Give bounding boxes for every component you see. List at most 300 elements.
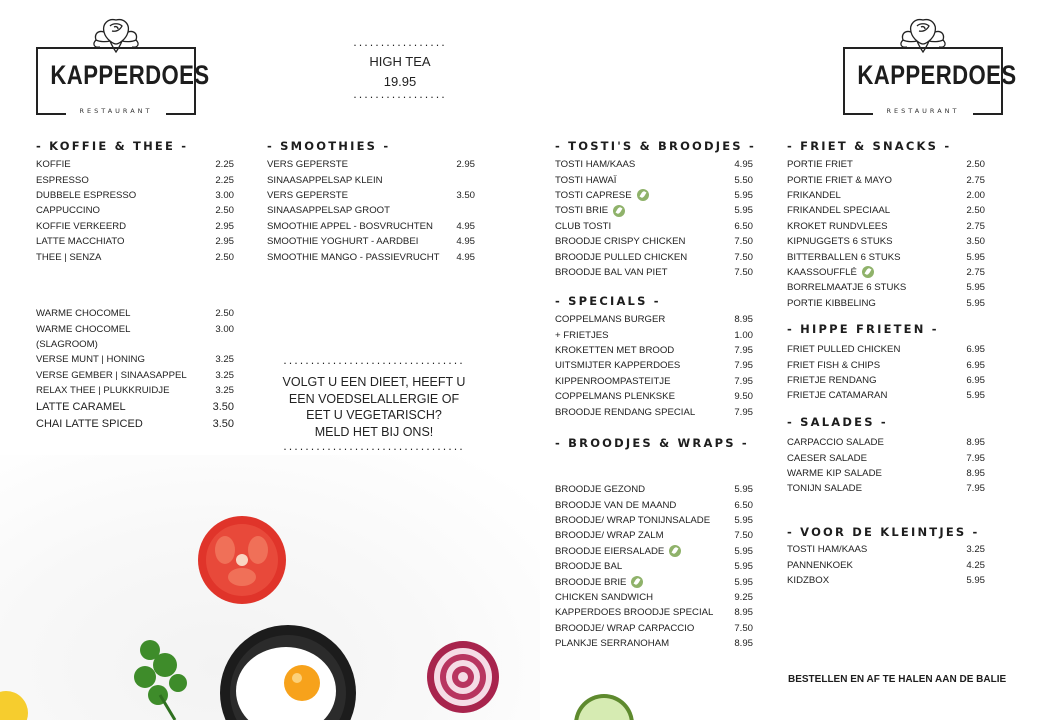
section-title-friet: - FRIET & SNACKS -	[787, 139, 952, 153]
menu-item-name	[787, 360, 880, 371]
menu-item	[787, 172, 985, 187]
cucumber-slice	[560, 680, 640, 720]
menu-item	[555, 559, 753, 574]
menu-item	[787, 435, 985, 450]
menu-item-name	[36, 339, 98, 350]
smoothies-list	[267, 157, 475, 265]
menu-item-label: CLUB TOSTI	[555, 220, 612, 232]
menu-item-label: PORTIE FRIET	[787, 159, 853, 171]
menu-item-price: 9.50	[734, 391, 753, 403]
lemon-icon	[0, 691, 28, 720]
menu-item-label: WARME CHOCOMEL	[36, 308, 131, 320]
menu-item	[555, 327, 753, 342]
menu-item-price: 5.50	[734, 174, 753, 186]
menu-item	[267, 249, 475, 264]
menu-item-name	[36, 308, 131, 319]
menu-item	[787, 481, 985, 496]
high-tea-label: HIGH TEA	[369, 54, 431, 69]
menu-item-name	[555, 205, 625, 217]
notice-line: MELD HET BIJ ONS!	[314, 424, 434, 439]
menu-item	[267, 188, 475, 203]
menu-item-price: 7.95	[734, 406, 753, 418]
menu-item-price: 6.50	[734, 220, 753, 232]
section-title-salades: - SALADES -	[787, 415, 888, 429]
menu-item-name	[555, 638, 669, 649]
menu-item-label: CHAI LATTE SPICED	[36, 417, 143, 430]
menu-item	[555, 343, 753, 358]
menu-item	[787, 280, 985, 295]
menu-item-name	[555, 159, 635, 170]
menu-item	[555, 203, 753, 218]
menu-item	[555, 404, 753, 419]
menu-item-price: 2.25	[215, 159, 234, 171]
menu-item	[267, 172, 475, 187]
menu-item-label: BROODJE/ WRAP TONIJNSALADE	[555, 514, 711, 526]
menu-item-name	[555, 607, 713, 618]
tosti-list	[555, 157, 753, 280]
menu-item	[555, 312, 753, 327]
menu-item-price: 6.95	[966, 359, 985, 371]
menu-item-price: 3.00	[215, 189, 234, 201]
menu-item-label: FRIKANDEL SPECIAAL	[787, 205, 891, 217]
menu-item	[787, 157, 985, 172]
menu-item	[555, 234, 753, 249]
menu-item-price: 6.50	[734, 499, 753, 511]
vegetarian-leaf-icon	[631, 576, 643, 588]
menu-item-label: BROODJE PULLED CHICKEN	[555, 251, 688, 263]
menu-item-label: SMOOTHIE MANGO - PASSIEVRUCHT	[267, 251, 440, 263]
dotted-divider: ·················	[353, 94, 447, 102]
menu-item-name	[787, 159, 853, 170]
menu-item	[787, 573, 985, 588]
menu-item-label: LATTE CARAMEL	[36, 400, 126, 413]
menu-item-label: SINAASAPPELSAP GROOT	[267, 205, 390, 217]
menu-item-price: 2.95	[215, 236, 234, 248]
menu-item-label: PORTIE FRIET & MAYO	[787, 174, 893, 186]
menu-item	[787, 188, 985, 203]
menu-item	[36, 306, 234, 321]
menu-item-name	[36, 221, 126, 232]
menu-item-price: 8.95	[734, 638, 753, 650]
menu-item-label: RELAX THEE | PLUKKRUIDJE	[36, 385, 170, 397]
menu-item-name	[267, 236, 418, 247]
menu-item-name	[787, 221, 888, 232]
menu-item-name	[787, 468, 882, 479]
menu-item-price: 3.25	[215, 385, 234, 397]
brand-logo-left	[36, 14, 210, 118]
section-title-specials: - SPECIALS -	[555, 294, 661, 308]
menu-item-label: KROKETTEN MET BROOD	[555, 344, 675, 356]
menu-item-label: WARME CHOCOMEL	[36, 323, 131, 335]
menu-item	[267, 157, 475, 172]
menu-item-price: 8.95	[966, 467, 985, 479]
menu-item-name	[787, 190, 841, 201]
broodjes-list	[555, 482, 753, 651]
brand-logo-right	[843, 14, 1017, 118]
menu-item	[787, 234, 985, 249]
menu-item	[787, 542, 985, 557]
dietary-notice	[264, 354, 484, 460]
menu-item-name	[36, 354, 145, 365]
menu-item	[555, 265, 753, 280]
menu-item	[36, 249, 234, 264]
brand-subtitle: RESTAURANT	[66, 107, 166, 115]
menu-item-name	[787, 390, 887, 401]
menu-item	[36, 234, 234, 249]
menu-item-label: FRIKANDEL	[787, 189, 841, 201]
menu-item-name	[787, 453, 867, 464]
friet-list	[787, 157, 985, 311]
dotted-divider: ·································	[283, 360, 465, 368]
menu-item	[787, 219, 985, 234]
menu-item-name	[267, 221, 433, 232]
menu-item-name	[787, 298, 876, 309]
menu-item-price: 5.95	[734, 514, 753, 526]
menu-item-label: VERSE MUNT | HONING	[36, 354, 145, 366]
menu-item-label: BROODJE GEZOND	[555, 484, 646, 496]
menu-item-label: KIPNUGGETS 6 STUKS	[787, 236, 893, 248]
menu-item-price: 2.95	[215, 220, 234, 232]
dotted-divider: ·································	[283, 446, 465, 454]
menu-item	[555, 389, 753, 404]
menu-item-price: 7.50	[734, 251, 753, 263]
menu-item	[36, 157, 234, 172]
menu-item-price: 9.25	[734, 591, 753, 603]
menu-item-label: KOFFIE VERKEERD	[36, 220, 127, 232]
menu-item-price: 5.95	[734, 205, 753, 217]
menu-item	[555, 374, 753, 389]
menu-item-label: BROODJE CRISPY CHICKEN	[555, 236, 686, 248]
menu-item-label: TONIJN SALADE	[787, 483, 862, 495]
menu-item-price: 5.95	[734, 561, 753, 573]
menu-item-label: KROKET RUNDVLEES	[787, 220, 888, 232]
menu-item-label: (SLAGROOM)	[36, 338, 98, 350]
section-title-koffie: - KOFFIE & THEE -	[36, 139, 189, 153]
menu-item-label: TOSTI HAWAÏ	[555, 174, 617, 186]
menu-item-name	[787, 282, 906, 293]
menu-item-name	[36, 401, 126, 413]
menu-item-label: PORTIE KIBBELING	[787, 297, 876, 309]
menu-item-price: 2.95	[456, 159, 475, 171]
menu-item-price: 2.50	[215, 308, 234, 320]
menu-item-price: 5.95	[734, 576, 753, 588]
menu-item-label: TOSTI HAM/KAAS	[787, 544, 868, 556]
menu-item-label: CARPACCIO SALADE	[787, 437, 884, 449]
menu-item-name	[555, 545, 681, 557]
tomato-icon	[198, 516, 286, 604]
menu-item-label: WARME KIP SALADE	[787, 467, 882, 479]
parsley-icon	[134, 640, 187, 720]
menu-item	[555, 219, 753, 234]
menu-item-label: BROODJE BAL VAN PIET	[555, 266, 668, 278]
brand-subtitle: RESTAURANT	[873, 107, 973, 115]
menu-item	[555, 188, 753, 203]
menu-item-price: 3.50	[966, 236, 985, 248]
menu-item-name	[555, 267, 668, 278]
salades-list	[787, 435, 985, 497]
menu-item-price: 7.95	[734, 344, 753, 356]
menu-item	[36, 368, 234, 383]
menu-item-name	[36, 418, 143, 430]
section-title-broodjes: - BROODJES & WRAPS -	[555, 436, 749, 450]
brand-name: KAPPERDOES	[857, 60, 1017, 90]
menu-item-price: 4.95	[734, 159, 753, 171]
vegetarian-leaf-icon	[862, 266, 874, 278]
menu-item	[555, 249, 753, 264]
menu-item	[555, 590, 753, 605]
menu-item-price: 3.50	[456, 189, 475, 201]
vegetarian-leaf-icon	[613, 205, 625, 217]
koffie-list	[36, 157, 234, 265]
menu-item-name	[36, 370, 187, 381]
menu-item-price: 5.95	[966, 251, 985, 263]
menu-item-label: BROODJE BRIE	[555, 576, 627, 588]
menu-item-label: DUBBELE ESPRESSO	[36, 189, 137, 201]
menu-item-name	[555, 221, 611, 232]
menu-item-name	[555, 592, 653, 603]
menu-item	[555, 497, 753, 512]
menu-item	[555, 574, 753, 589]
menu-item	[555, 172, 753, 187]
menu-item	[555, 528, 753, 543]
menu-item	[36, 219, 234, 234]
menu-item-price: 3.25	[215, 354, 234, 366]
section-title-tosti: - TOSTI'S & BROODJES -	[555, 139, 756, 153]
menu-item-name	[555, 314, 665, 325]
menu-item	[555, 544, 753, 559]
menu-item-name	[555, 376, 671, 387]
menu-item-label: TOSTI HAM/KAAS	[555, 159, 636, 171]
menu-item-price: 7.95	[966, 452, 985, 464]
hippe-list	[787, 342, 985, 404]
menu-item-name	[36, 205, 100, 216]
notice-line: VOLGT U EEN DIEET, HEEFT U	[282, 375, 466, 389]
menu-item-label: COPPELMANS BURGER	[555, 314, 666, 326]
menu-item	[36, 383, 234, 398]
menu-item-price: 2.75	[966, 174, 985, 186]
menu-item-label: CHICKEN SANDWICH	[555, 591, 654, 603]
menu-item-price: 7.50	[734, 266, 753, 278]
menu-item-price: 2.50	[966, 159, 985, 171]
menu-item	[787, 450, 985, 465]
menu-item-label: FRIETJE RENDANG	[787, 374, 877, 386]
menu-item-label: SMOOTHIE APPEL - BOSVRUCHTEN	[267, 220, 433, 232]
menu-item-price: 3.25	[215, 369, 234, 381]
food-illustrations	[0, 455, 540, 720]
menu-item-name	[267, 252, 440, 263]
menu-item	[36, 172, 234, 187]
menu-item-name	[267, 205, 390, 216]
menu-item-name	[787, 375, 877, 386]
menu-item-price: 4.25	[966, 559, 985, 571]
menu-item-price: 3.50	[212, 417, 234, 430]
menu-item	[36, 415, 234, 432]
menu-item	[36, 203, 234, 218]
menu-item-name	[555, 360, 680, 371]
menu-item	[267, 234, 475, 249]
notice-line: EEN VOEDSELALLERGIE OF	[288, 391, 460, 406]
menu-item-name	[36, 159, 71, 170]
menu-item-price: 6.95	[966, 374, 985, 386]
menu-item-label: CAESER SALADE	[787, 452, 867, 464]
menu-item-label: KAPPERDOES BROODJE SPECIAL	[555, 607, 714, 619]
section-title-smoothies: - SMOOTHIES -	[267, 139, 391, 153]
menu-item-price: 3.00	[215, 323, 234, 335]
menu-item-label: BROODJE/ WRAP CARPACCIO	[555, 622, 695, 634]
onion-icon	[427, 641, 499, 713]
menu-item	[555, 513, 753, 528]
brand-name: KAPPERDOES	[50, 60, 210, 90]
menu-item-name	[555, 236, 685, 247]
menu-item-label: SMOOTHIE YOGHURT - AARDBEI	[267, 236, 419, 248]
menu-item-label: UITSMIJTER KAPPERDOES	[555, 360, 681, 372]
menu-item-price: 5.95	[966, 390, 985, 402]
menu-item	[787, 203, 985, 218]
menu-item-name	[555, 345, 674, 356]
menu-item-price: 4.95	[456, 220, 475, 232]
menu-item-label: BROODJE EIERSALADE	[555, 545, 665, 557]
menu-item	[36, 398, 234, 415]
menu-item	[787, 373, 985, 388]
menu-item-label: + FRIETJES	[555, 329, 609, 341]
menu-item-name	[555, 500, 676, 511]
menu-item-price: 2.25	[215, 174, 234, 186]
menu-item-label: PANNENKOEK	[787, 559, 853, 571]
menu-item-name	[787, 205, 890, 216]
dotted-divider: ·················	[353, 42, 447, 50]
menu-item-name	[787, 575, 829, 586]
menu-item-name	[787, 560, 853, 571]
menu-item-label: PLANKJE SERRANOHAM	[555, 638, 670, 650]
menu-item-label: TOSTI BRIE	[555, 205, 609, 217]
menu-item-label: KOFFIE	[36, 159, 71, 171]
menu-item-name	[555, 175, 616, 186]
menu-item-price: 5.95	[734, 484, 753, 496]
menu-item-name	[36, 252, 101, 263]
menu-item-name	[555, 189, 649, 201]
menu-item-name	[267, 190, 348, 201]
menu-item-name	[36, 175, 89, 186]
menu-item	[555, 482, 753, 497]
menu-item-price: 2.50	[215, 205, 234, 217]
fried-egg-icon	[220, 625, 356, 720]
menu-item-price: 2.75	[966, 220, 985, 232]
menu-item-name	[787, 344, 900, 355]
menu-item-label: VERSE GEMBER | SINAASAPPEL	[36, 369, 187, 381]
vegetarian-leaf-icon	[669, 545, 681, 557]
menu-item-label: VERS GEPERSTE	[267, 189, 349, 201]
menu-item-price: 8.95	[734, 607, 753, 619]
menu-item	[36, 352, 234, 367]
menu-item-price: 7.95	[966, 483, 985, 495]
menu-item-price: 7.50	[734, 622, 753, 634]
menu-item-price: 6.95	[966, 344, 985, 356]
menu-item-name	[787, 266, 874, 278]
menu-item-price: 8.95	[966, 437, 985, 449]
menu-item-label: BORRELMAATJE 6 STUKS	[787, 282, 907, 294]
menu-item-name	[787, 236, 893, 247]
vegetarian-leaf-icon	[637, 189, 649, 201]
menu-item-label: LATTE MACCHIATO	[36, 236, 125, 248]
menu-item-price: 3.25	[966, 544, 985, 556]
menu-item-price: 5.95	[734, 189, 753, 201]
menu-item-label: BROODJE BAL	[555, 561, 623, 573]
menu-item-price: 4.95	[456, 251, 475, 263]
menu-item-price: 1.00	[734, 329, 753, 341]
menu-item	[36, 337, 234, 352]
menu-item	[555, 605, 753, 620]
menu-item-name	[267, 175, 383, 186]
specials-list	[555, 312, 753, 420]
menu-item	[267, 219, 475, 234]
menu-item	[555, 621, 753, 636]
menu-item-price: 2.50	[215, 251, 234, 263]
menu-item-price: 2.50	[966, 205, 985, 217]
menu-item-price: 5.95	[966, 574, 985, 586]
menu-item-price: 2.75	[966, 266, 985, 278]
menu-item-price: 4.95	[456, 236, 475, 248]
menu-item-label: ESPRESSO	[36, 174, 89, 186]
menu-item-name	[555, 330, 609, 341]
section-title-hippe: - HIPPE FRIETEN -	[787, 322, 939, 336]
menu-item-label: KAASSOUFFLÉ	[787, 266, 857, 278]
menu-item	[787, 466, 985, 481]
menu-item-name	[36, 324, 131, 335]
menu-item	[787, 357, 985, 372]
menu-item-price: 7.50	[734, 530, 753, 542]
menu-item-name	[555, 407, 695, 418]
menu-item-label: THEE | SENZA	[36, 251, 102, 263]
menu-item-name	[555, 623, 694, 634]
menu-item-label: VERS GEPERSTE	[267, 159, 349, 171]
menu-item-price: 7.50	[734, 236, 753, 248]
menu-item	[36, 321, 234, 336]
menu-item-price: 5.95	[966, 282, 985, 294]
notice-line: EET U VEGETARISCH?	[306, 408, 442, 422]
kleintjes-list	[787, 542, 985, 588]
menu-item	[555, 358, 753, 373]
menu-item	[787, 557, 985, 572]
menu-item-label: SINAASAPPELSAP KLEIN	[267, 174, 383, 186]
menu-item-label: FRIET FISH & CHIPS	[787, 359, 881, 371]
menu-item-label: CAPPUCCINO	[36, 205, 100, 217]
menu-item-name	[787, 252, 901, 263]
high-tea-box	[345, 42, 455, 102]
menu-item-name	[555, 252, 687, 263]
menu-item-price: 7.95	[734, 375, 753, 387]
menu-item	[787, 265, 985, 280]
menu-item-name	[555, 576, 643, 588]
warm-drinks-list	[36, 306, 234, 432]
menu-item-name	[36, 385, 169, 396]
menu-item-price: 3.50	[212, 400, 234, 413]
menu-item-name	[267, 159, 348, 170]
menu-item-name	[787, 544, 867, 555]
section-title-kleintjes: - VOOR DE KLEINTJES -	[787, 525, 980, 539]
high-tea-price: 19.95	[383, 74, 417, 89]
menu-item-name	[787, 437, 884, 448]
menu-item-label: COPPELMANS PLENKSKE	[555, 391, 675, 403]
menu-item-name	[555, 561, 622, 572]
menu-item-price: 5.95	[734, 545, 753, 557]
menu-item-label: FRIET PULLED CHICKEN	[787, 344, 901, 356]
menu-item-price: 7.95	[734, 360, 753, 372]
menu-item-name	[36, 236, 124, 247]
menu-item-name	[555, 484, 645, 495]
menu-item	[787, 342, 985, 357]
menu-item-name	[555, 391, 675, 402]
menu-item-label: FRIETJE CATAMARAN	[787, 390, 888, 402]
